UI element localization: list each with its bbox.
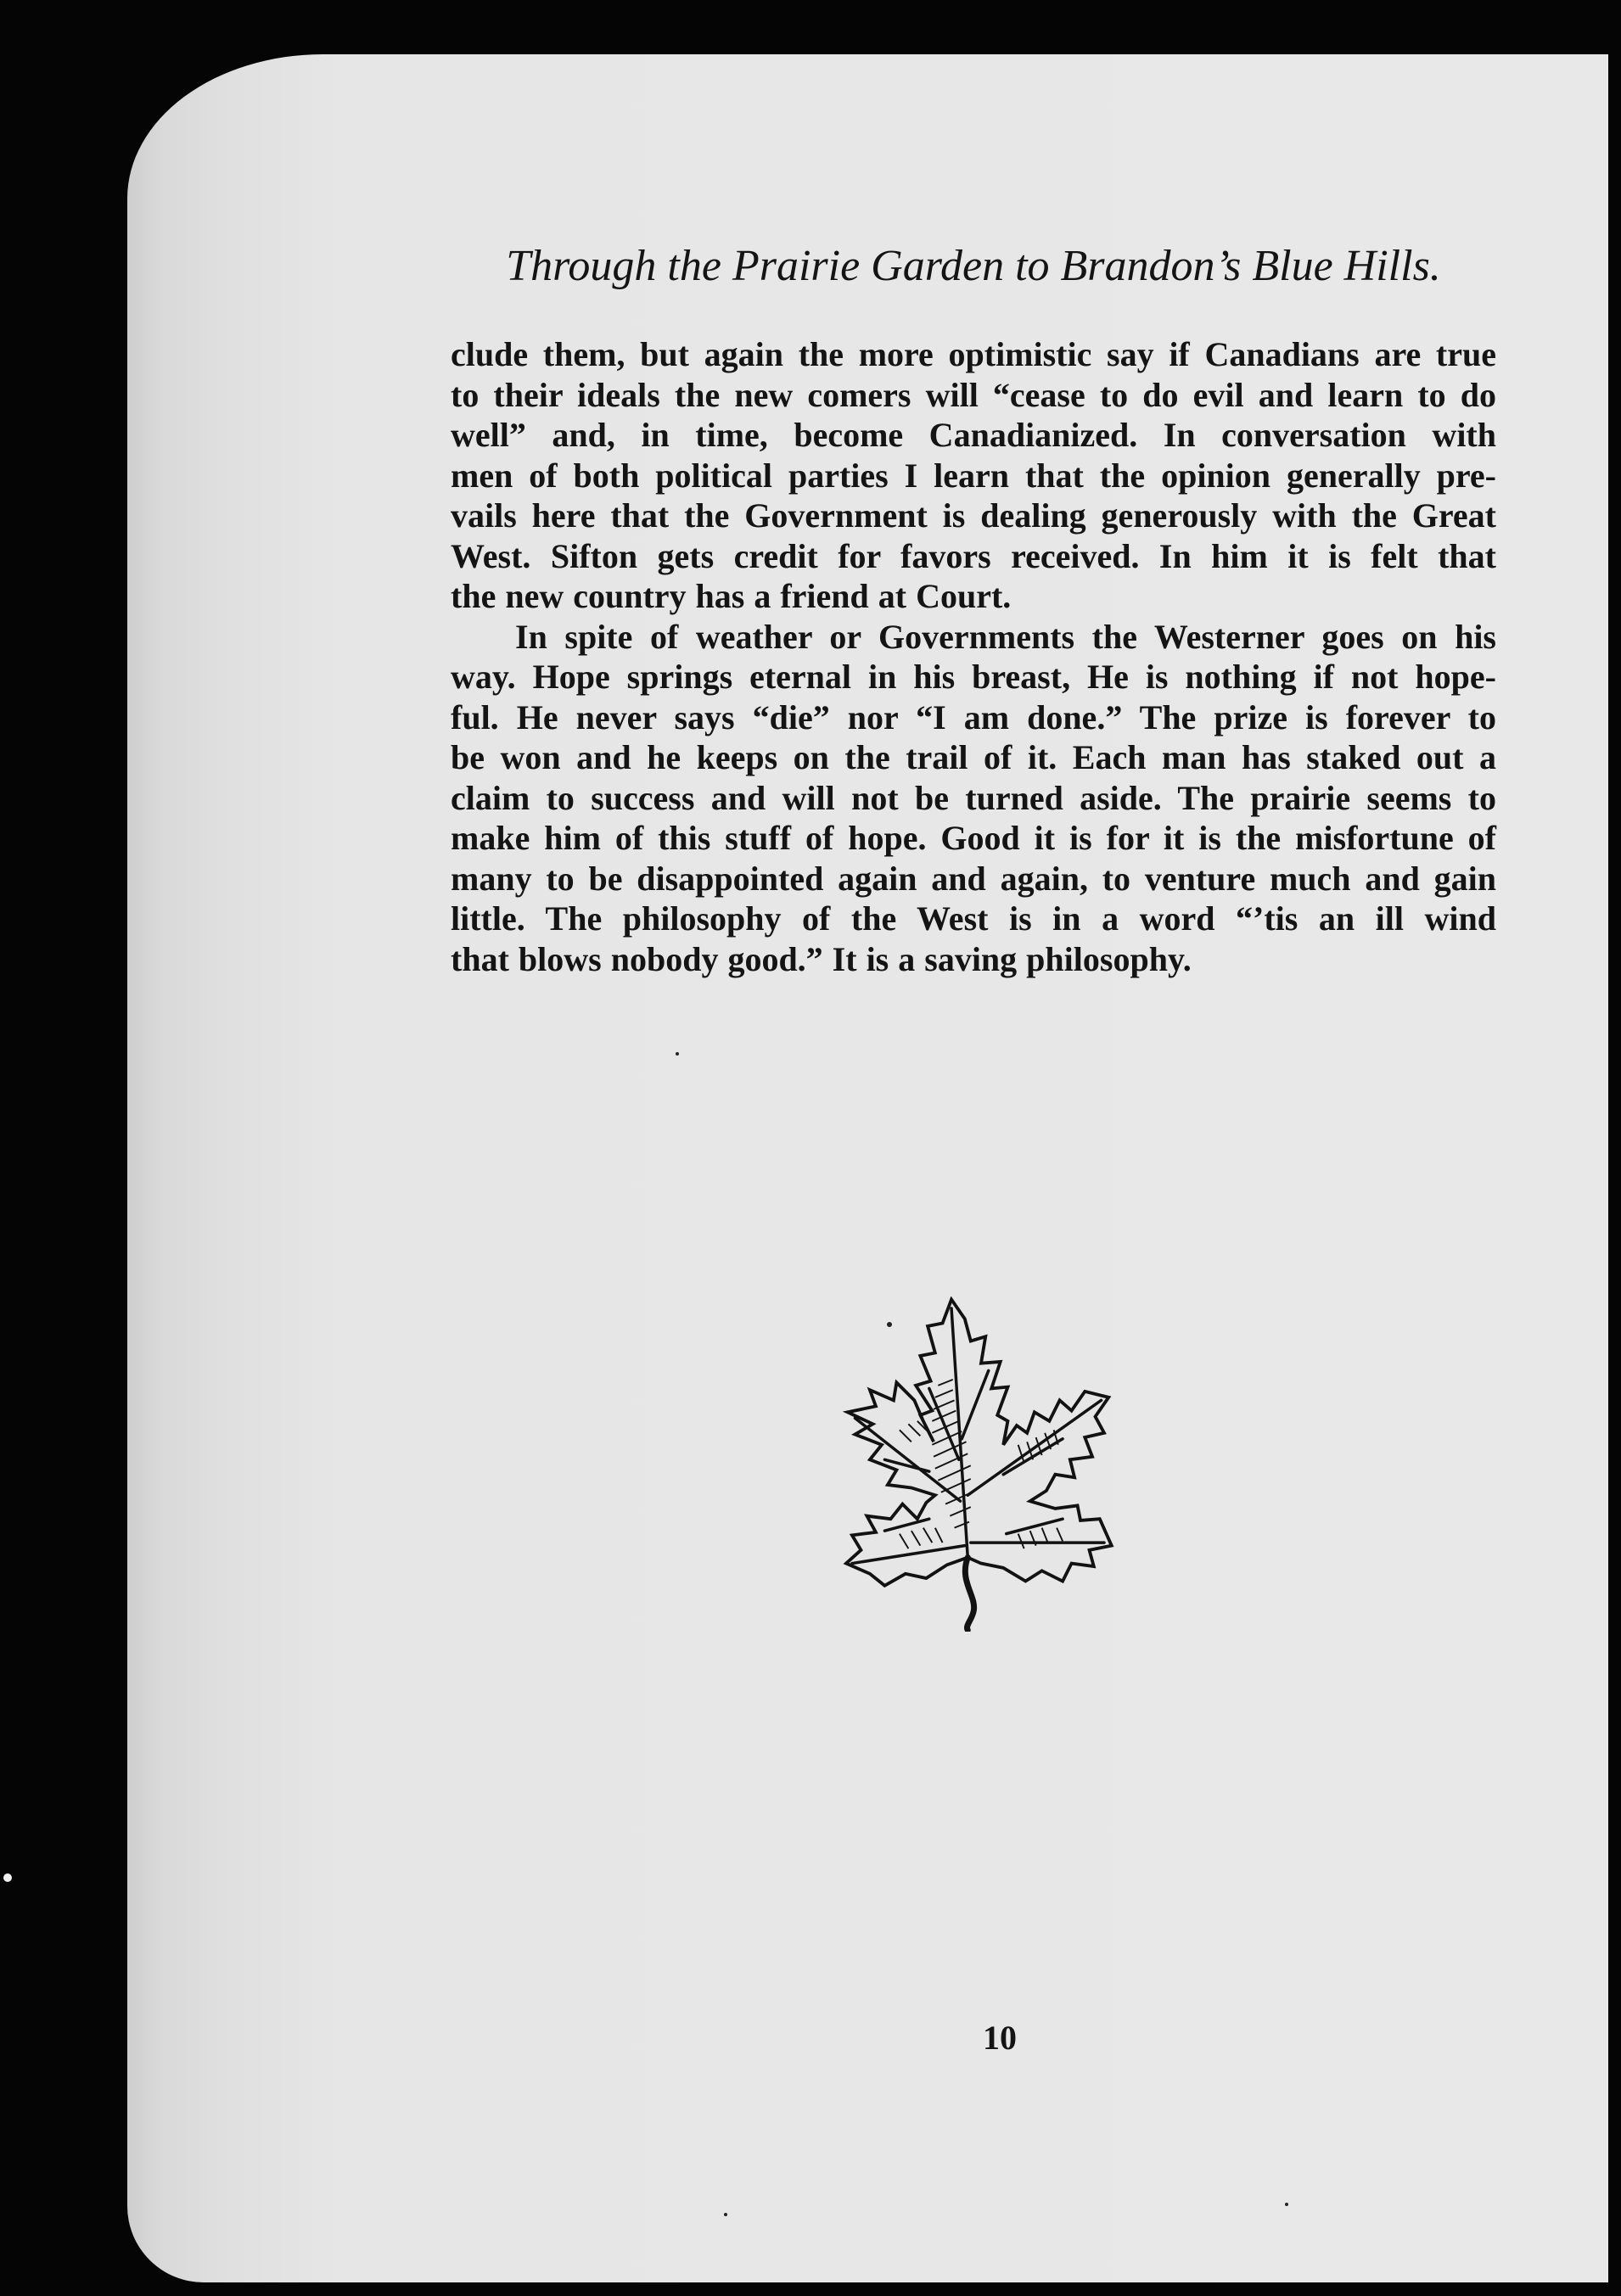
text-line: clude them, but again the more optimistic say if Canadians are true	[451, 335, 1496, 373]
text-line: be won and he keeps on the trail of it. Each man has staked out a	[451, 738, 1496, 776]
ink-speck	[724, 2213, 727, 2216]
text-line: West. Sifton gets credit for favors received. In him it is felt that	[451, 536, 1496, 575]
leaf-stem	[965, 1558, 973, 1631]
maple-leaf-icon	[840, 1296, 1116, 1632]
text-line: claim to success and will not be turned aside. The prairie seems to	[451, 778, 1496, 817]
text-line: the new country has a friend at Court.	[451, 577, 1012, 615]
paragraph	[451, 617, 1496, 980]
dust-speck	[3, 1873, 12, 1882]
text-line: way. Hope springs eternal in his breast, He is nothing if not hope-	[451, 658, 1496, 696]
paragraph	[451, 334, 1496, 617]
text-line: little. The philosophy of the West is in a word “’tis an ill wind	[451, 899, 1496, 938]
text-line: to their ideals the new comers will “cease to do evil and learn to do	[451, 375, 1496, 414]
ink-speck	[887, 1322, 892, 1327]
text-line: well” and, in time, become Canadianized. In conversation with	[451, 416, 1496, 454]
page-edge-shading	[127, 54, 348, 2282]
text-line: many to be disappointed again and again, to venture much and gain	[451, 859, 1496, 898]
text-line: make him of this stuff of hope. Good it is for it is the misfortune of	[451, 819, 1496, 857]
page-number: 10	[983, 2019, 1017, 2057]
text-line: that blows nobody good.” It is a saving philosophy.	[451, 939, 1192, 978]
running-title: Through the Prairie Garden to Brandon’s Blue Hills.	[506, 242, 1441, 290]
text-line: men of both political parties I learn that the opinion generally pre-	[451, 456, 1496, 495]
text-line: vails here that the Government is dealing generously with the Great	[451, 496, 1496, 535]
ink-speck	[1285, 2203, 1288, 2206]
body-text	[451, 334, 1496, 979]
text-line: ful. He never says “die” nor “I am done.” The prize is forever to	[451, 697, 1496, 736]
ink-speck	[676, 1052, 679, 1056]
text-line: In spite of weather or Governments the Westerner goes on his	[515, 617, 1496, 656]
